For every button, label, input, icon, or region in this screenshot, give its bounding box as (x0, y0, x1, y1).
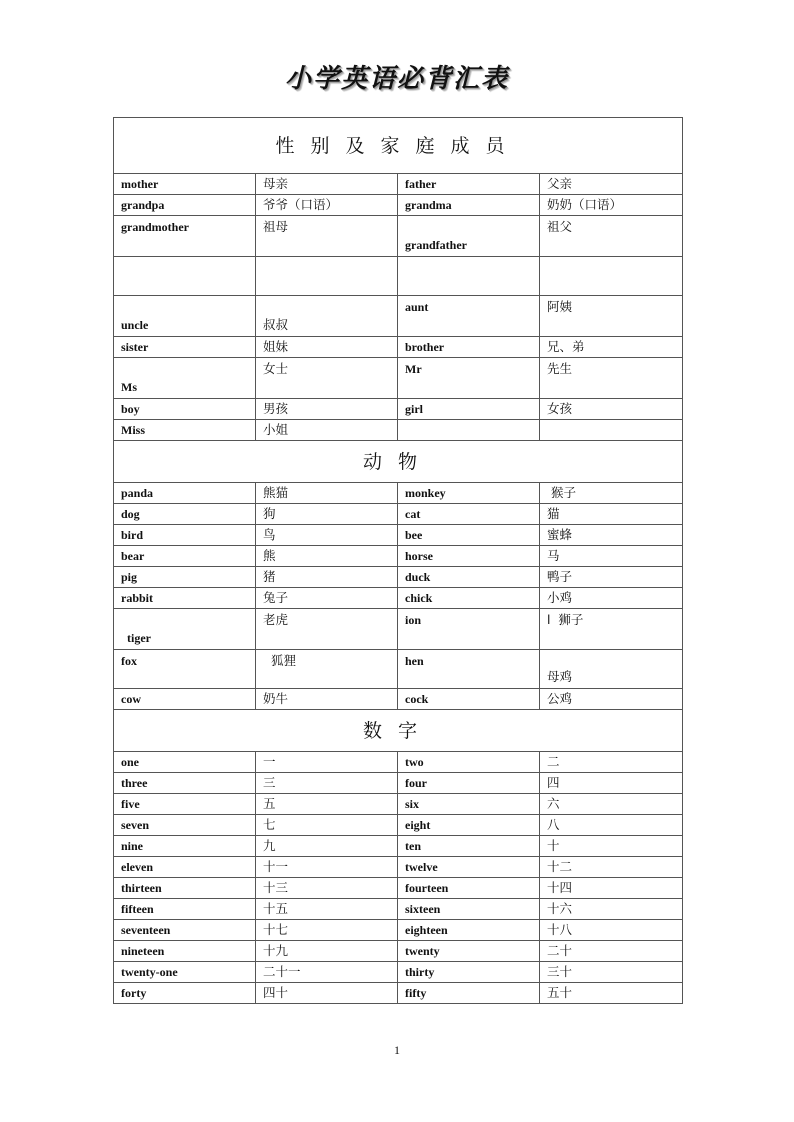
english-word (398, 257, 540, 296)
english-word: one (114, 752, 256, 773)
chinese-meaning: 一 (256, 752, 398, 773)
chinese-meaning: 八 (540, 815, 683, 836)
page-title: 小学英语必背汇表 (284, 64, 509, 94)
section-heading: 数字 (114, 710, 683, 752)
english-word: duck (398, 567, 540, 588)
english-word: nine (114, 836, 256, 857)
english-word: eight (398, 815, 540, 836)
english-word: Ms (114, 358, 256, 399)
table-row (114, 920, 683, 941)
english-word: fifty (398, 983, 540, 1004)
english-word: nineteen (114, 941, 256, 962)
english-word: Mr (398, 358, 540, 399)
chinese-meaning: 男孩 (256, 399, 398, 420)
chinese-meaning: 十三 (256, 878, 398, 899)
english-word: monkey (398, 483, 540, 504)
table-row (114, 567, 683, 588)
chinese-meaning: 十九 (256, 941, 398, 962)
chinese-meaning (540, 257, 683, 296)
english-word: uncle (114, 296, 256, 337)
table-row (114, 483, 683, 504)
english-word (398, 420, 540, 441)
chinese-meaning: 阿姨 (540, 296, 683, 337)
english-word: brother (398, 337, 540, 358)
section-heading-row (114, 710, 683, 752)
english-word: fox (114, 650, 256, 689)
chinese-meaning: 公鸡 (540, 689, 683, 710)
english-word: ten (398, 836, 540, 857)
chinese-meaning: 母鸡 (540, 650, 683, 689)
chinese-meaning: 母亲 (256, 174, 398, 195)
table-row (114, 546, 683, 567)
english-word: fifteen (114, 899, 256, 920)
chinese-meaning: 兄、弟 (540, 337, 683, 358)
english-word: horse (398, 546, 540, 567)
table-row (114, 941, 683, 962)
chinese-meaning: 猫 (540, 504, 683, 525)
english-word: seven (114, 815, 256, 836)
english-word (114, 257, 256, 296)
chinese-meaning: 三十 (540, 962, 683, 983)
table-row (114, 962, 683, 983)
chinese-meaning: 五十 (540, 983, 683, 1004)
chinese-meaning: 十五 (256, 899, 398, 920)
english-word: father (398, 174, 540, 195)
chinese-meaning: 老虎 (256, 609, 398, 650)
chinese-meaning: 三 (256, 773, 398, 794)
english-word: seventeen (114, 920, 256, 941)
section-heading: 动物 (114, 441, 683, 483)
table-row (114, 689, 683, 710)
table-row (114, 420, 683, 441)
chinese-meaning: 十七 (256, 920, 398, 941)
chinese-meaning (256, 257, 398, 296)
english-word: eleven (114, 857, 256, 878)
english-word: two (398, 752, 540, 773)
table-row (114, 815, 683, 836)
table-row (114, 525, 683, 546)
table-row (114, 983, 683, 1004)
english-word: grandma (398, 195, 540, 216)
english-word: mother (114, 174, 256, 195)
chinese-meaning: 姐妹 (256, 337, 398, 358)
english-word: twenty (398, 941, 540, 962)
english-word: cow (114, 689, 256, 710)
english-word: cock (398, 689, 540, 710)
chinese-meaning: 十 (540, 836, 683, 857)
table-row (114, 794, 683, 815)
section-heading-row (114, 441, 683, 483)
section-heading: 性别及家庭成员 (114, 118, 683, 174)
chinese-meaning: 奶奶（口语） (540, 195, 683, 216)
english-word: fourteen (398, 878, 540, 899)
english-word: bee (398, 525, 540, 546)
chinese-meaning: 祖母 (256, 216, 398, 257)
table-row (114, 878, 683, 899)
table-row (114, 752, 683, 773)
chinese-meaning: 女孩 (540, 399, 683, 420)
table-row (114, 857, 683, 878)
table-row (114, 195, 683, 216)
table-row (114, 174, 683, 195)
english-word: boy (114, 399, 256, 420)
english-word: rabbit (114, 588, 256, 609)
chinese-meaning: 父亲 (540, 174, 683, 195)
chinese-meaning: 狐狸 (256, 650, 398, 689)
english-word: Miss (114, 420, 256, 441)
english-word: pig (114, 567, 256, 588)
chinese-meaning: 六 (540, 794, 683, 815)
english-word: four (398, 773, 540, 794)
table-row (114, 399, 683, 420)
english-word: thirty (398, 962, 540, 983)
english-word: girl (398, 399, 540, 420)
table-row (114, 296, 683, 337)
chinese-meaning: 七 (256, 815, 398, 836)
english-word: grandpa (114, 195, 256, 216)
chinese-meaning: 兔子 (256, 588, 398, 609)
chinese-meaning: l 狮子 (540, 609, 683, 650)
chinese-meaning: 马 (540, 546, 683, 567)
english-word: three (114, 773, 256, 794)
chinese-meaning: 四十 (256, 983, 398, 1004)
english-word: eighteen (398, 920, 540, 941)
english-word: five (114, 794, 256, 815)
english-word: chick (398, 588, 540, 609)
table-row (114, 588, 683, 609)
chinese-meaning: 女士 (256, 358, 398, 399)
chinese-meaning: 叔叔 (256, 296, 398, 337)
english-word: thirteen (114, 878, 256, 899)
table-row (114, 216, 683, 257)
table-row (114, 773, 683, 794)
english-word: bear (114, 546, 256, 567)
english-word: sister (114, 337, 256, 358)
english-word: twenty-one (114, 962, 256, 983)
chinese-meaning: 二十 (540, 941, 683, 962)
chinese-meaning: 先生 (540, 358, 683, 399)
chinese-meaning: 五 (256, 794, 398, 815)
english-word: six (398, 794, 540, 815)
chinese-meaning: 二十一 (256, 962, 398, 983)
chinese-meaning: 狗 (256, 504, 398, 525)
english-word: twelve (398, 857, 540, 878)
table-row (114, 504, 683, 525)
chinese-meaning: 祖父 (540, 216, 683, 257)
chinese-meaning: 十一 (256, 857, 398, 878)
chinese-meaning: 小鸡 (540, 588, 683, 609)
english-word: aunt (398, 296, 540, 337)
chinese-meaning: 九 (256, 836, 398, 857)
chinese-meaning: 熊猫 (256, 483, 398, 504)
table-row (114, 609, 683, 650)
english-word: forty (114, 983, 256, 1004)
table-row (114, 899, 683, 920)
table-row (114, 337, 683, 358)
chinese-meaning: 奶牛 (256, 689, 398, 710)
english-word: grandmother (114, 216, 256, 257)
chinese-meaning: 十六 (540, 899, 683, 920)
chinese-meaning: 二 (540, 752, 683, 773)
table-row (114, 358, 683, 399)
english-word: bird (114, 525, 256, 546)
english-word: panda (114, 483, 256, 504)
chinese-meaning: 鸭子 (540, 567, 683, 588)
chinese-meaning: 十二 (540, 857, 683, 878)
chinese-meaning: 四 (540, 773, 683, 794)
english-word: tiger (114, 609, 256, 650)
english-word: ion (398, 609, 540, 650)
chinese-meaning: 十八 (540, 920, 683, 941)
table-row (114, 836, 683, 857)
chinese-meaning: 猴子 (540, 483, 683, 504)
chinese-meaning: 小姐 (256, 420, 398, 441)
page-number: 1 (394, 1043, 400, 1057)
chinese-meaning: 蜜蜂 (540, 525, 683, 546)
english-word: dog (114, 504, 256, 525)
english-word: grandfather (398, 216, 540, 257)
chinese-meaning: 猪 (256, 567, 398, 588)
chinese-meaning: 鸟 (256, 525, 398, 546)
chinese-meaning: 十四 (540, 878, 683, 899)
table-row (114, 257, 683, 296)
english-word: cat (398, 504, 540, 525)
chinese-meaning: 爷爷（口语） (256, 195, 398, 216)
vocabulary-table (113, 117, 683, 1004)
table-row (114, 650, 683, 689)
chinese-meaning (540, 420, 683, 441)
chinese-meaning: 熊 (256, 546, 398, 567)
section-heading-row (114, 118, 683, 174)
english-word: hen (398, 650, 540, 689)
english-word: sixteen (398, 899, 540, 920)
